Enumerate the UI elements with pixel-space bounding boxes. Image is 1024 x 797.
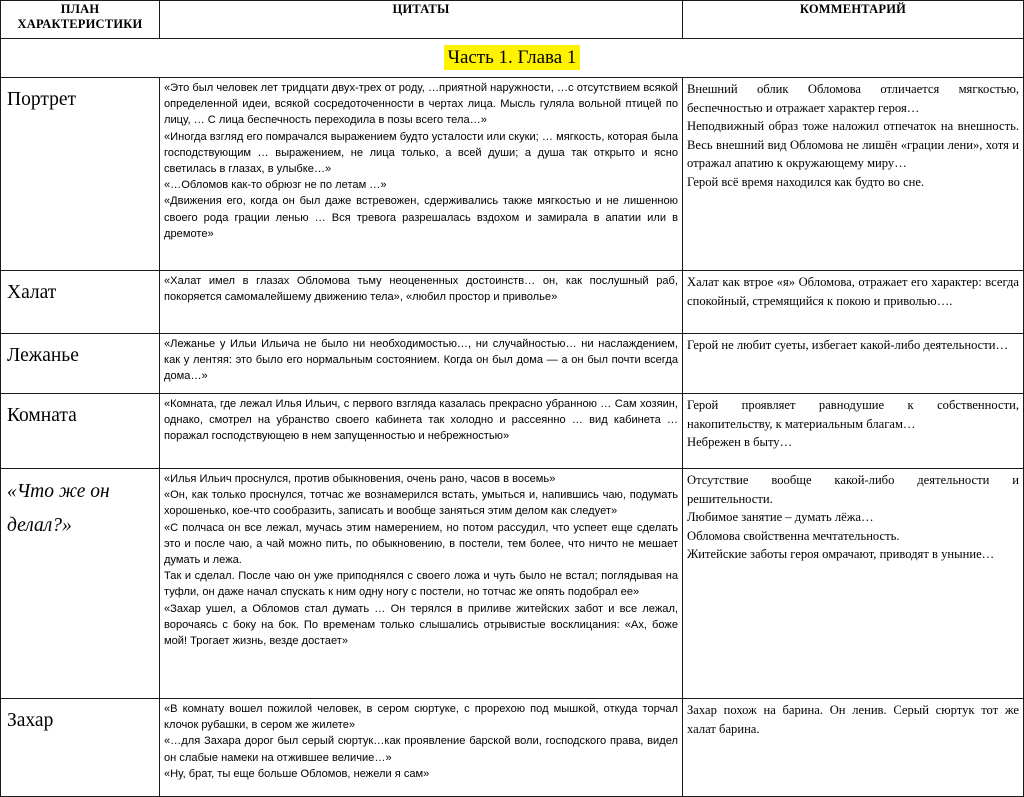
- header-plan: [1, 1, 160, 39]
- quote-text: «Захар ушел, а Обломов стал думать … Он терялся в приливе житейских забот и все лежал, ворочаясь с боку на бок. По временам только слышались отрывистые восклицания: «Ах, боже мой! Трогает жизнь, везде достает»: [164, 602, 678, 648]
- quote-text: Так и сделал. После чаю он уже приподнялся с своего ложа и чуть было не встал; поглядывая на туфли, он даже начал спускать к ним одну ногу с постели, но тотчас же опять подобрал ее»: [164, 570, 678, 599]
- quote-text: «Иногда взгляд его помрачался выражением будто усталости или скуки; … мягкость, которая была господствующим … выражением, не лица только, а всей души; а душа так открыто и ясно светилась в глазах, в улыбке…»: [164, 130, 678, 176]
- quotes-cell: [160, 271, 683, 334]
- comment-cell: [683, 699, 1024, 797]
- table-row: [1, 699, 1024, 797]
- quote-text: «Илья Ильич проснулся, против обыкновения, очень рано, часов в восемь»: [164, 473, 556, 485]
- plan-cell: Портрет: [1, 78, 160, 271]
- quote-text: «Ну, брат, ты еще больше Обломов, нежели я сам»: [164, 767, 430, 780]
- quotes-cell: [160, 334, 683, 394]
- plan-cell: Лежанье: [1, 334, 160, 394]
- comment-text: Неподвижный образ тоже наложил отпечаток на внешность. Весь внешний вид Обломова не лишён «грации лени», хотя и отражал апатию к окружающему миру…: [687, 119, 1019, 171]
- comment-cell: [683, 78, 1024, 271]
- quote-text: «Халат имел в глазах Обломова тьму неоцененных достоинств… он, как послушный раб, покоряется самомалейшему движению тела», «любил простор и приволье»: [164, 275, 678, 304]
- header-quotes: ЦИТАТЫ: [160, 1, 683, 39]
- comment-text: Отсутствие вообще какой-либо деятельности и решительности.: [687, 473, 1019, 506]
- quotes-cell: [160, 394, 683, 469]
- header-plan-line-1: ПЛАН: [60, 2, 100, 16]
- quote-text: «…Обломов как-то обрюзг не по летам …»: [164, 179, 387, 192]
- part-row: [1, 39, 1024, 78]
- part-cell: [1, 39, 1024, 78]
- part-label: Часть 1. Глава 1: [444, 45, 581, 70]
- comment-text: Внешний облик Обломова отличается мягкостью, беспечностью и отражает характер героя…: [687, 82, 1019, 115]
- quote-text: «С полчаса он все лежал, мучась этим намерением, но потом рассудил, что успеет еще сделать это и после чаю, а чай можно пить, по обыкновению, в постели, тем более, что ничто не мешает думать и лежа.: [164, 521, 678, 567]
- quote-text: «…для Захара дорог был серый сюртук…как проявление барской воли, господского права, видел он слабые намеки на отжившее величие…»: [164, 735, 678, 764]
- comment-text: Халат как втрое «я» Обломова, отражает его характер: всегда спокойный, стремящийся к покою и приволью….: [687, 275, 1019, 308]
- quote-text: «Движения его, когда он был даже встревожен, сдерживались также мягкостью и не лишенною своего рода грации ленью … Вся тревога разрешалась вздохом и замирала в апатии или в дремоте»: [164, 195, 678, 240]
- header-plan-line-2: ХАРАКТЕРИСТИКИ: [17, 17, 143, 31]
- table-header-row: [1, 1, 1024, 39]
- comment-cell: [683, 469, 1024, 699]
- quote-text: «Лежанье у Ильи Ильича не было ни необходимостью…, ни случайностью… ни наслаждением, как у лентяя: это было его нормальным состоянием. Когда он был дома — а он был почти всегда дома…»: [164, 338, 678, 383]
- comment-text: Герой не любит суеты, избегает какой-либо деятельности…: [687, 338, 1009, 352]
- comment-cell: [683, 394, 1024, 469]
- comment-text: Герой всё время находился как будто во сне.: [687, 174, 925, 189]
- quote-text: «В комнату вошел пожилой человек, в сером сюртуке, с прорехою под мышкой, откуда торчал клочок рубашки, в сером же жилете»: [164, 703, 678, 732]
- plan-cell: «Что же он делал?»: [1, 469, 160, 699]
- comment-text: Захар похож на барина. Он ленив. Серый сюртук тот же халат барина.: [687, 703, 1019, 736]
- comment-cell: [683, 271, 1024, 334]
- plan-cell: Захар: [1, 699, 160, 797]
- table-row: [1, 394, 1024, 469]
- comment-text: Любимое занятие – думать лёжа…: [687, 510, 874, 525]
- comment-text: Небрежен в быту…: [687, 435, 793, 450]
- table-row: [1, 469, 1024, 699]
- quote-text: «Комната, где лежал Илья Ильич, с первого взгляда казалась прекрасно убранною … Сам хозяин, однако, смотрел на убранство своего кабинета так холодно и рассеянно … вид кабинета … поражал господствующею в нем запущенностью и небрежностью»: [164, 398, 678, 443]
- quotes-cell: [160, 469, 683, 699]
- quotes-cell: [160, 78, 683, 271]
- quotes-cell: [160, 699, 683, 797]
- table-row: [1, 334, 1024, 394]
- plan-cell: Комната: [1, 394, 160, 469]
- comment-text: Житейские заботы героя омрачают, приводят в уныние…: [687, 547, 995, 562]
- quote-text: «Это был человек лет тридцати двух-трех от роду, …приятной наружности, …с отсутствием всякой определенной идеи, всякой сосредоточенности в чертах лица. Мысль гуляла вольной птицей по лицу, … С лица беспечность переходила в позы всего тела…»: [164, 82, 678, 127]
- comment-text: Герой проявляет равнодушие к собственности, накопительству, к материальным благам…: [687, 398, 1019, 431]
- table-row: [1, 78, 1024, 271]
- quote-text: «Он, как только проснулся, тотчас же вознамерился встать, умыться и, напившись чаю, подумать хорошенько, кое-что сообразить, записать и вообще заняться этим делом как следует»: [164, 489, 678, 518]
- table-row: [1, 271, 1024, 334]
- comment-cell: [683, 334, 1024, 394]
- plan-cell: Халат: [1, 271, 160, 334]
- header-comment: КОММЕНТАРИЙ: [683, 1, 1024, 39]
- comment-text: Обломова свойственна мечтательность.: [687, 528, 900, 543]
